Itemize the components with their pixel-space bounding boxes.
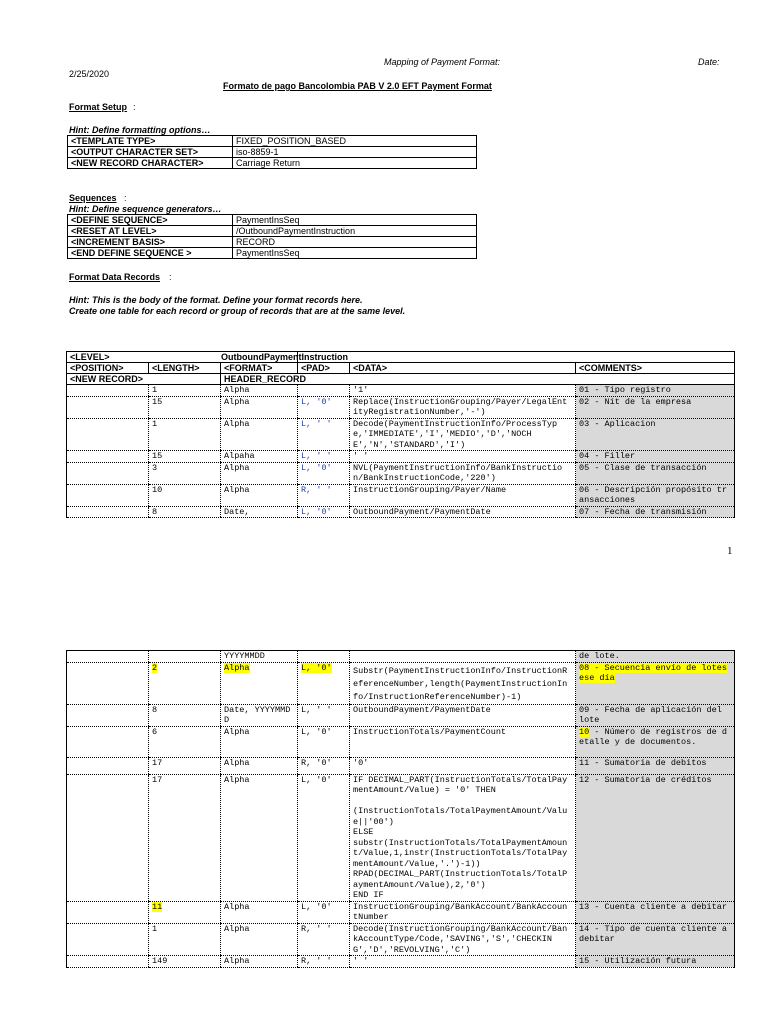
comment-cell: 06 - Descripción propósito transacciones bbox=[576, 484, 735, 506]
format-cell: Alpha bbox=[221, 726, 298, 757]
key-cell: <RESET AT LEVEL> bbox=[68, 226, 233, 237]
col-position: <POSITION> bbox=[67, 363, 149, 374]
length-cell: 8 bbox=[149, 506, 221, 518]
level-row bbox=[67, 352, 735, 363]
col-data: <DATA> bbox=[350, 363, 576, 374]
comment-cell: 10 - Número de registros de detalle y de documentos. bbox=[576, 726, 735, 757]
table-row bbox=[67, 484, 735, 506]
table-row bbox=[68, 147, 477, 158]
format-cell: Date, YYYYMMDD bbox=[221, 704, 298, 726]
header-date-label: Date: bbox=[698, 57, 720, 67]
table-row bbox=[68, 237, 477, 248]
key-cell: <OUTPUT CHARACTER SET> bbox=[68, 147, 233, 158]
pad-cell: L, '0' bbox=[298, 396, 350, 418]
key-cell: <TEMPLATE TYPE> bbox=[68, 136, 233, 147]
level-label: <LEVEL> bbox=[67, 352, 298, 363]
table-row bbox=[67, 396, 735, 418]
format-cell: Date, bbox=[221, 506, 298, 518]
table-row bbox=[68, 215, 477, 226]
pad-cell: L, '0' bbox=[298, 462, 350, 484]
data-cell: ' ' bbox=[350, 451, 576, 463]
format-cell: Alpha bbox=[221, 956, 298, 968]
table-row bbox=[68, 248, 477, 259]
table-row bbox=[67, 506, 735, 518]
key-cell: <END DEFINE SEQUENCE > bbox=[68, 248, 233, 259]
format-setup-table bbox=[67, 135, 477, 169]
comment-cell: 08 - Secuencia envío de lotes ese día bbox=[576, 662, 735, 704]
pad-cell bbox=[298, 385, 350, 397]
table-row bbox=[67, 462, 735, 484]
colon: : bbox=[124, 193, 127, 203]
pad-cell: L, '0' bbox=[298, 662, 350, 704]
table-row bbox=[67, 451, 735, 463]
comment-cell: 05 - Clase de transacción bbox=[576, 462, 735, 484]
pad-cell: L, '0' bbox=[298, 506, 350, 518]
comment-cell: 12 - Sumatoria de créditos bbox=[576, 774, 735, 901]
format-setup-heading: Format Setup bbox=[69, 102, 128, 112]
sequences-heading: Sequences bbox=[69, 193, 117, 203]
document-date: 2/25/2020 bbox=[69, 69, 110, 79]
pad-cell bbox=[298, 651, 350, 663]
pad-cell: L, ' ' bbox=[298, 451, 350, 463]
length-cell: 2 bbox=[149, 662, 221, 704]
table-row bbox=[67, 956, 735, 968]
table-row bbox=[67, 726, 735, 757]
format-cell: Alpha bbox=[221, 757, 298, 774]
new-record-value: HEADER_RECORD bbox=[221, 374, 735, 385]
table-row bbox=[68, 136, 477, 147]
comment-cell: de lote. bbox=[576, 651, 735, 663]
length-cell: 3 bbox=[149, 462, 221, 484]
pad-cell: L, '0' bbox=[298, 774, 350, 901]
table-row bbox=[67, 774, 735, 901]
table-row bbox=[67, 923, 735, 956]
value-cell: /OutboundPaymentInstruction bbox=[233, 226, 477, 237]
data-cell: ' ' bbox=[350, 956, 576, 968]
format-setup-hint: Hint: Define formatting options… bbox=[69, 125, 211, 135]
table-row bbox=[67, 418, 735, 451]
comment-cell: 07 - Fecha de transmisión bbox=[576, 506, 735, 518]
colon: : bbox=[133, 102, 136, 112]
data-cell bbox=[350, 651, 576, 663]
comment-cell: 14 - Tipo de cuenta cliente a debitar bbox=[576, 923, 735, 956]
page-number: 1 bbox=[727, 545, 733, 557]
table-row bbox=[67, 385, 735, 397]
data-cell: OutboundPayment/PaymentDate bbox=[350, 704, 576, 726]
length-cell: 17 bbox=[149, 774, 221, 901]
pad-cell: R, ' ' bbox=[298, 923, 350, 956]
table-row bbox=[67, 901, 735, 923]
length-cell: 149 bbox=[149, 956, 221, 968]
data-cell: InstructionGrouping/BankAccount/BankAccountNumber bbox=[350, 901, 576, 923]
pad-cell: L, '0' bbox=[298, 901, 350, 923]
comment-cell: 03 - Aplicacion bbox=[576, 418, 735, 451]
pad-cell: R, ' ' bbox=[298, 484, 350, 506]
data-cell: OutboundPayment/PaymentDate bbox=[350, 506, 576, 518]
value-cell: Carriage Return bbox=[233, 158, 477, 169]
comment-cell: 04 - Filler bbox=[576, 451, 735, 463]
length-cell: 11 bbox=[149, 901, 221, 923]
comment-cell: 15 - Utilización futura bbox=[576, 956, 735, 968]
data-cell: InstructionTotals/PaymentCount bbox=[350, 726, 576, 757]
length-cell: 8 bbox=[149, 704, 221, 726]
pad-cell: R, '0' bbox=[298, 757, 350, 774]
table-row bbox=[67, 651, 735, 663]
new-record-label: <NEW RECORD> bbox=[67, 374, 221, 385]
format-cell: Alpha bbox=[221, 462, 298, 484]
value-cell: iso-8859-1 bbox=[233, 147, 477, 158]
pad-cell: L, ' ' bbox=[298, 418, 350, 451]
format-cell: Alpha bbox=[221, 484, 298, 506]
table-row bbox=[67, 704, 735, 726]
length-cell: 6 bbox=[149, 726, 221, 757]
comment-cell: 01 - Tipo registro bbox=[576, 385, 735, 397]
col-comments: <COMMENTS> bbox=[576, 363, 735, 374]
length-cell: 1 bbox=[149, 923, 221, 956]
document-title: Formato de pago Bancolombia PAB V 2.0 EFT Payment Format bbox=[223, 81, 492, 91]
pad-cell: R, ' ' bbox=[298, 956, 350, 968]
value-cell: PaymentInsSeq bbox=[233, 248, 477, 259]
value-cell: FIXED_POSITION_BASED bbox=[233, 136, 477, 147]
table-row bbox=[68, 226, 477, 237]
data-cell: '0' bbox=[350, 757, 576, 774]
length-cell: 1 bbox=[149, 385, 221, 397]
length-cell: 15 bbox=[149, 451, 221, 463]
length-cell: 1 bbox=[149, 418, 221, 451]
data-records-hint-1: Hint: This is the body of the format. Define your format records here. bbox=[69, 295, 363, 305]
sequences-table bbox=[67, 214, 477, 259]
data-cell: Decode(InstructionGrouping/BankAccount/BankAccountType/Code,'SAVING','S','CHECKING','D','REVOLVING','C') bbox=[350, 923, 576, 956]
length-cell: 10 bbox=[149, 484, 221, 506]
col-format: <FORMAT> bbox=[221, 363, 298, 374]
col-length: <LENGTH> bbox=[149, 363, 221, 374]
data-cell: Substr(PaymentInstructionInfo/InstructionReferenceNumber,length(PaymentInstructionInfo/InstructionReferenceNumber)-1) bbox=[350, 662, 576, 704]
format-cell: YYYYMMDD bbox=[221, 651, 298, 663]
pad-cell: L, '0' bbox=[298, 726, 350, 757]
length-cell bbox=[149, 651, 221, 663]
data-records-heading: Format Data Records bbox=[69, 272, 161, 282]
format-cell: Alpha bbox=[221, 396, 298, 418]
format-cell: Alpha bbox=[221, 662, 298, 704]
format-cell: Alpaha bbox=[221, 451, 298, 463]
format-cell: Alpha bbox=[221, 901, 298, 923]
table-row bbox=[67, 757, 735, 774]
data-cell: '1' bbox=[350, 385, 576, 397]
header-title: Mapping of Payment Format: bbox=[384, 57, 501, 67]
length-cell: 15 bbox=[149, 396, 221, 418]
col-pad: <PAD> bbox=[298, 363, 350, 374]
comment-cell: 13 - Cuenta cliente a debitar bbox=[576, 901, 735, 923]
sequences-hint: Hint: Define sequence generators… bbox=[69, 204, 222, 214]
format-cell: Alpha bbox=[221, 418, 298, 451]
level-value: OutboundPaymentInstruction bbox=[221, 352, 658, 363]
data-cell: Replace(InstructionGrouping/Payer/LegalEntityRegistrationNumber,'-') bbox=[350, 396, 576, 418]
data-records-hint-2: Create one table for each record or group of records that are at the same level. bbox=[69, 306, 406, 316]
value-cell: PaymentInsSeq bbox=[233, 215, 477, 226]
data-cell: IF DECIMAL_PART(InstructionTotals/TotalPaymentAmount/Value) = '0' THEN (InstructionTotals/TotalPaymentAmount/Value||'00') ELSE substr(InstructionTotals/TotalPaymentAmount/Value,1,instr(InstructionTotals/TotalPaymentAmount/Value,'.')-1)) RPAD(DECIMAL_PART(InstructionTotals/TotalPaymentAmount/Value),2,'0') END IF bbox=[350, 774, 576, 901]
data-cell: NVL(PaymentInstructionInfo/BankInstruction/BankInstructionCode,'220') bbox=[350, 462, 576, 484]
data-cell: Decode(PaymentInstructionInfo/ProcessType,'IMMEDIATE','I','MEDIO','D','NOCHE','N','STANDARD','I') bbox=[350, 418, 576, 451]
key-cell: <NEW RECORD CHARACTER> bbox=[68, 158, 233, 169]
length-cell: 17 bbox=[149, 757, 221, 774]
record-table-page-2 bbox=[66, 650, 735, 968]
data-cell: InstructionGrouping/Payer/Name bbox=[350, 484, 576, 506]
key-cell: <INCREMENT BASIS> bbox=[68, 237, 233, 248]
table-row bbox=[67, 662, 735, 704]
comment-cell: 11 - Sumatoria de debitos bbox=[576, 757, 735, 774]
format-cell: Alpha bbox=[221, 774, 298, 901]
new-record-row bbox=[67, 374, 735, 385]
pad-cell: L, ' ' bbox=[298, 704, 350, 726]
colon: : bbox=[169, 272, 172, 282]
header-row bbox=[67, 363, 735, 374]
table-row bbox=[68, 158, 477, 169]
key-cell: <DEFINE SEQUENCE> bbox=[68, 215, 233, 226]
record-table-page-1 bbox=[66, 351, 735, 518]
comment-cell: 09 - Fecha de aplicación del lote bbox=[576, 704, 735, 726]
format-cell: Alpha bbox=[221, 923, 298, 956]
format-cell: Alpha bbox=[221, 385, 298, 397]
value-cell: RECORD bbox=[233, 237, 477, 248]
comment-cell: 02 - Nit de la empresa bbox=[576, 396, 735, 418]
